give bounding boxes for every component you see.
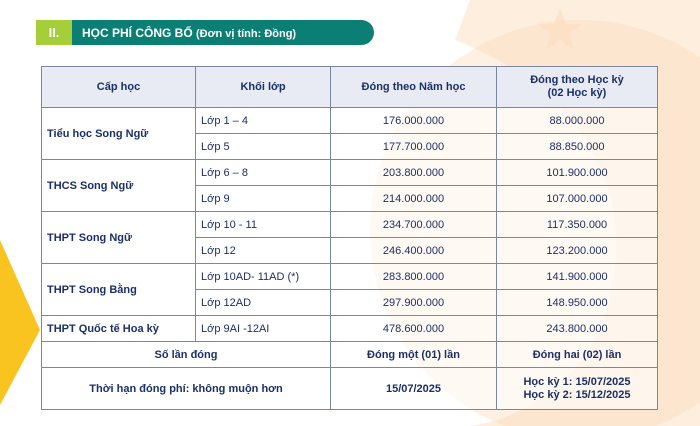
header-grade: Khối lớp [196, 67, 331, 108]
grade-cell: Lớp 12 [196, 238, 331, 264]
grade-cell: Lớp 6 – 8 [196, 160, 331, 186]
level-cell: THCS Song Ngữ [42, 160, 196, 212]
payments-annual: Đóng một (01) lần [331, 342, 497, 368]
header-semester-line2: (02 Học kỳ) [547, 87, 607, 99]
annual-fee-cell: 177.700.000 [331, 134, 497, 160]
table-row [42, 212, 658, 238]
semester-fee-cell: 101.900.000 [497, 160, 658, 186]
semester-fee-cell: 117.350.000 [497, 212, 658, 238]
level-cell: THPT Song Bằng [42, 264, 196, 316]
decor-yellow-triangle [0, 240, 40, 405]
table-row [42, 316, 658, 342]
grade-cell: Lớp 1 – 4 [196, 108, 331, 134]
grade-cell: Lớp 10 - 11 [196, 212, 331, 238]
payments-label: Số lần đóng [42, 342, 331, 368]
grade-cell: Lớp 10AD- 11AD (*) [196, 264, 331, 290]
semester-fee-cell: 141.900.000 [497, 264, 658, 290]
grade-cell: Lớp 9 [196, 186, 331, 212]
section-title-text: HỌC PHÍ CÔNG BỐ [82, 25, 193, 40]
deadline-semester-2: Học kỳ 2: 15/12/2025 [523, 388, 631, 401]
table-row [42, 160, 658, 186]
annual-fee-cell: 214.000.000 [331, 186, 497, 212]
grade-cell: Lớp 12AD [196, 290, 331, 316]
annual-fee-cell: 176.000.000 [331, 108, 497, 134]
annual-fee-cell: 478.600.000 [331, 316, 497, 342]
annual-fee-cell: 297.900.000 [331, 290, 497, 316]
deadline-semester [497, 368, 658, 410]
unit-note: (Đơn vị tính: Đồng) [196, 27, 297, 40]
deadline-label: Thời hạn đóng phí: không muộn hơn [42, 368, 331, 410]
table-row [42, 264, 658, 290]
semester-fee-cell: 243.800.000 [497, 316, 658, 342]
header-annual: Đóng theo Năm học [331, 67, 497, 108]
header-level: Cấp học [42, 67, 196, 108]
semester-fee-cell: 148.950.000 [497, 290, 658, 316]
semester-fee-cell: 123.200.000 [497, 238, 658, 264]
annual-fee-cell: 246.400.000 [331, 238, 497, 264]
level-cell: THPT Quốc tế Hoa kỳ [42, 316, 196, 342]
header-semester-line1: Đóng theo Học kỳ [530, 74, 624, 86]
semester-fee-cell: 107.000.000 [497, 186, 658, 212]
table-row [42, 108, 658, 134]
annual-fee-cell: 203.800.000 [331, 160, 497, 186]
payments-semester: Đóng hai (02) lần [497, 342, 658, 368]
annual-fee-cell: 283.800.000 [331, 264, 497, 290]
level-cell: Tiểu học Song Ngữ [42, 108, 196, 160]
header-semester [497, 67, 658, 108]
grade-cell: Lớp 5 [196, 134, 331, 160]
payments-row [42, 342, 658, 368]
section-number: II. [36, 20, 72, 45]
deadline-annual: 15/07/2025 [331, 368, 497, 410]
section-header [36, 20, 374, 45]
deadline-semester-1: Học kỳ 1: 15/07/2025 [523, 375, 631, 388]
table-header-row [42, 67, 658, 108]
tuition-table [41, 66, 658, 410]
semester-fee-cell: 88.850.000 [497, 134, 658, 160]
semester-fee-cell: 88.000.000 [497, 108, 658, 134]
annual-fee-cell: 234.700.000 [331, 212, 497, 238]
level-cell: THPT Song Ngữ [42, 212, 196, 264]
grade-cell: Lớp 9AI -12AI [196, 316, 331, 342]
section-title [72, 26, 296, 40]
deadline-row [42, 368, 658, 410]
